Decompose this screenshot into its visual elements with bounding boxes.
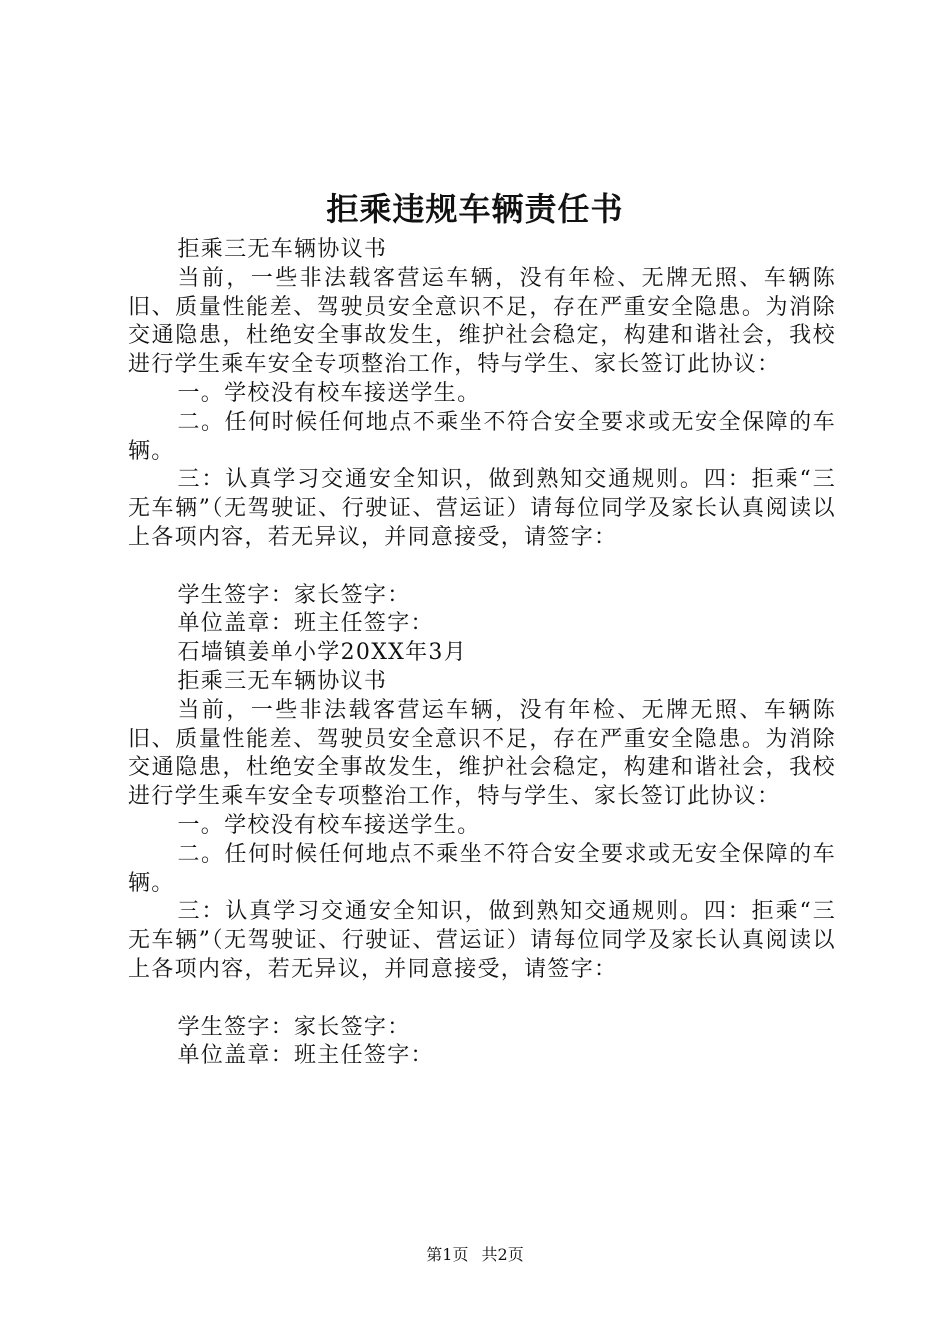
seal-line: 单位盖章：班主任签字： [177,1043,434,1069]
blank-line [128,985,836,1014]
paragraph: 拒乘三无车辆协议书 [177,237,388,262]
blank-line [128,553,836,582]
paragraph: 二。任何时候任何地点不乘坐不符合安全要求或无安全保障的车辆。 [128,841,836,896]
signature-line: 学生签字：家长签字： [177,582,411,608]
document-body [128,236,836,1071]
page-total: 共2页 [481,1245,524,1264]
document-title: 拒乘违规车辆责任书 [326,190,624,228]
seal-line: 单位盖章：班主任签字： [177,611,434,637]
page-footer [0,1244,950,1266]
page-number: 第1页 [426,1245,469,1264]
paragraph: 当前，一些非法载客营运车辆，没有年检、无牌无照、车辆陈旧、质量性能差、驾驶员安全意识不足，存在严重安全隐患。为消除交通隐患，杜绝安全事故发生，维护社会稳定，构建和谐社会，我校进行学生乘车安全专项整治工作，特与学生、家长签订此协议： [128,265,836,378]
signature-line: 学生签字：家长签字： [177,1014,411,1040]
paragraph: 当前，一些非法载客营运车辆，没有年检、无牌无照、车辆陈旧、质量性能差、驾驶员安全意识不足，存在严重安全隐患。为消除交通隐患，杜绝安全事故发生，维护社会稳定，构建和谐社会，我校进行学生乘车安全专项整治工作，特与学生、家长签订此协议： [128,697,836,810]
paragraph: 一。学校没有校车接送学生。 [177,380,481,406]
paragraph: 二。任何时候任何地点不乘坐不符合安全要求或无安全保障的车辆。 [128,409,836,464]
paragraph: 三：认真学习交通安全知识，做到熟知交通规则。四：拒乘“三无车辆”（无驾驶证、行驶证、营运证）请每位同学及家长认真阅读以上各项内容，若无异议，并同意接受，请签字： [128,467,836,550]
paragraph: 拒乘三无车辆协议书 [177,668,388,694]
school-date-line: 石墙镇姜单小学20XX年3月 [177,640,468,666]
paragraph: 一。学校没有校车接送学生。 [177,812,481,838]
paragraph: 三：认真学习交通安全知识，做到熟知交通规则。四：拒乘“三无车辆”（无驾驶证、行驶证、营运证）请每位同学及家长认真阅读以上各项内容，若无异议，并同意接受，请签字： [128,899,836,982]
